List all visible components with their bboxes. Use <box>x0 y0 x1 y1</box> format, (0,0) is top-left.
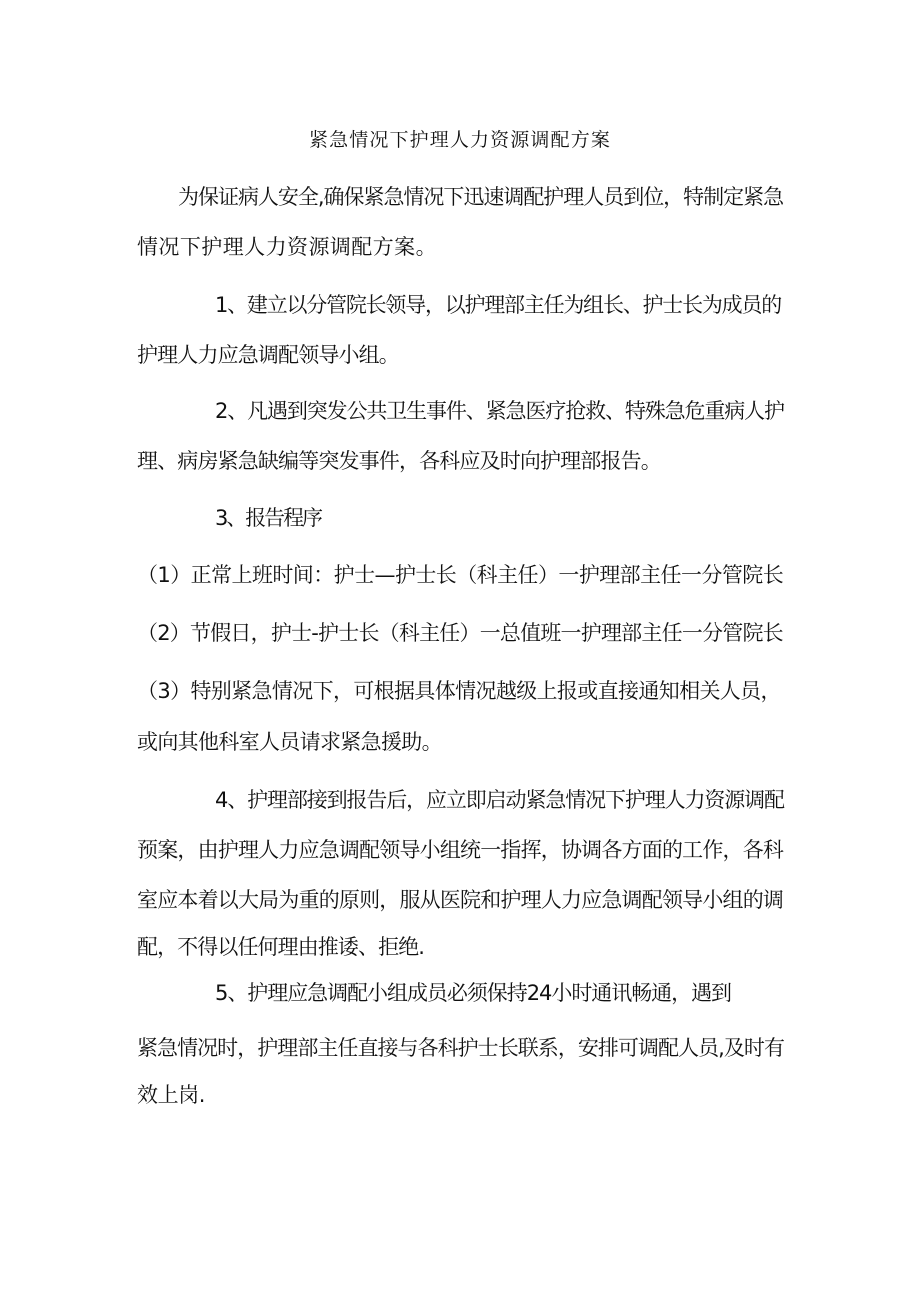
report-step-1: （1）正常上班时间：护士—护士长（科主任）一护理部主任一分管院长 <box>137 563 784 587</box>
item2-line-2: 理、病房紧急缺编等突发事件，各科应及时向护理部报告。 <box>137 449 661 473</box>
item2-line-1: 2、凡遇到突发公共卫生事件、紧急医疗抢救、特殊急危重病人护 <box>215 399 784 423</box>
report-step-2: （2）节假日，护士-护士长（科主任）一总值班一护理部主任一分管院长 <box>137 621 783 645</box>
document-title: 紧急情况下护理人力资源调配方案 <box>309 129 611 151</box>
item1-line-2: 护理人力应急调配领导小组。 <box>137 343 399 367</box>
intro-line-2: 情况下护理人力资源调配方案。 <box>137 235 438 259</box>
item4-line-4: 配，不得以任何理由推诿、拒绝. <box>137 935 425 959</box>
item4-line-1: 4、护理部接到报告后，应立即启动紧急情况下护理人力资源调配 <box>215 788 784 812</box>
item4-line-3: 室应本着以大局为重的原则，服从医院和护理人力应急调配领导小组的调 <box>137 888 784 912</box>
item5-line-2: 紧急情况时，护理部主任直接与各科护士长联系，安排可调配人员,及时有 <box>137 1036 784 1060</box>
item5-line-1: 5、护理应急调配小组成员必须保持24小时通讯畅通，遇到 <box>215 981 732 1005</box>
item5-line-3: 效上岗. <box>137 1083 205 1107</box>
report-step-3-line-1: （3）特别紧急情况下，可根据具体情况越级上报或直接通知相关人员， <box>137 679 781 703</box>
item4-line-2: 预案，由护理人力应急调配领导小组统一指挥，协调各方面的工作，各科 <box>137 838 784 862</box>
item1-line-1: 1、建立以分管院长领导，以护理部主任为组长、护士长为成员的 <box>215 293 781 317</box>
item3-heading: 3、报告程序 <box>215 506 322 530</box>
report-step-3-line-2: 或向其他科室人员请求紧急援助。 <box>137 730 442 754</box>
intro-line-1: 为保证病人安全,确保紧急情况下迅速调配护理人员到位，特制定紧急 <box>178 185 784 209</box>
